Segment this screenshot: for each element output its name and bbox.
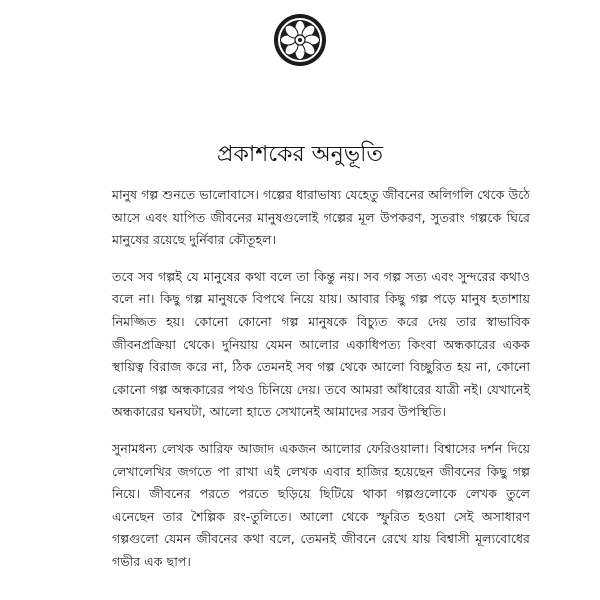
paragraph-3: সুনামধন্য লেখক আরিফ আজাদ একজন আলোর ফেরিওয়ালা। বিশ্বাসের দর্শন দিয়ে লেখালেখির জগতে পা রাখা এই লেখক এবার হাজির হয়েছেন জীবনের কিছু গল্প নিয়ে। জীবনের পরতে পরতে ছড়িয়ে ছিটিয়ে থাকা গল্পগুলোকে লেখক তুলে এনেছেন তার শৈল্পিক রং-তুলিতে। আলো থেকে স্ফুরিত হওয়া সেই অসাধারণ গল্পগুলো যেমন জীবনের কথা বলে, তেমনই জীবনে রেখে যায় বিশ্বাসী মূল্যবোধের গভীর এক ছাপ। (112, 440, 530, 569)
paragraph-1: মানুষ গল্প শুনতে ভালোবাসে। গল্পের ধারাভাষ্য যেহেতু জীবনের অলিগলি থেকে উঠে আসে এবং যাপিত জীবনের মানুষগুলোই গল্পের মূল উপকরণ, সুতরাং গল্পকে ঘিরে মানুষের রয়েছে দুর্নিবার কৌতূহল। (112, 187, 530, 248)
body-text (112, 184, 530, 588)
page-title: প্রকাশকের অনুভূতি (217, 142, 383, 167)
flower-emblem-icon (272, 12, 328, 68)
paragraph-2: তবে সব গল্পই যে মানুষের কথা বলে তা কিন্তু নয়। সব গল্প সত্য এবং সুন্দরের কথাও বলে না। কিছু গল্প মানুষকে বিপথে নিয়ে যায়। আবার কিছু গল্প পড়ে মানুষ হতাশায় নিমজ্জিত হয়। কোনো কোনো গল্প মানুষকে বিচ্যুত করে দেয় তার স্বাভাবিক জীবনপ্রক্রিয়া থেকে। দুনিয়ায় যেমন আলোর একাধিপত্য কিংবা অন্ধকারের একক স্থায়িত্ব বিরাজ করে না, ঠিক তেমনই সব গল্প থেকে আলো বিচ্ছুরিত হয় না, কোনো কোনো গল্প অন্ধকারের পথও চিনিয়ে দেয়। তবে আমরা আঁধারের যাত্রী নই। যেখানেই অন্ধকারের ঘনঘটা, আলো হাতে সেখানেই আমাদের সরব উপস্থিতি। (112, 268, 530, 420)
